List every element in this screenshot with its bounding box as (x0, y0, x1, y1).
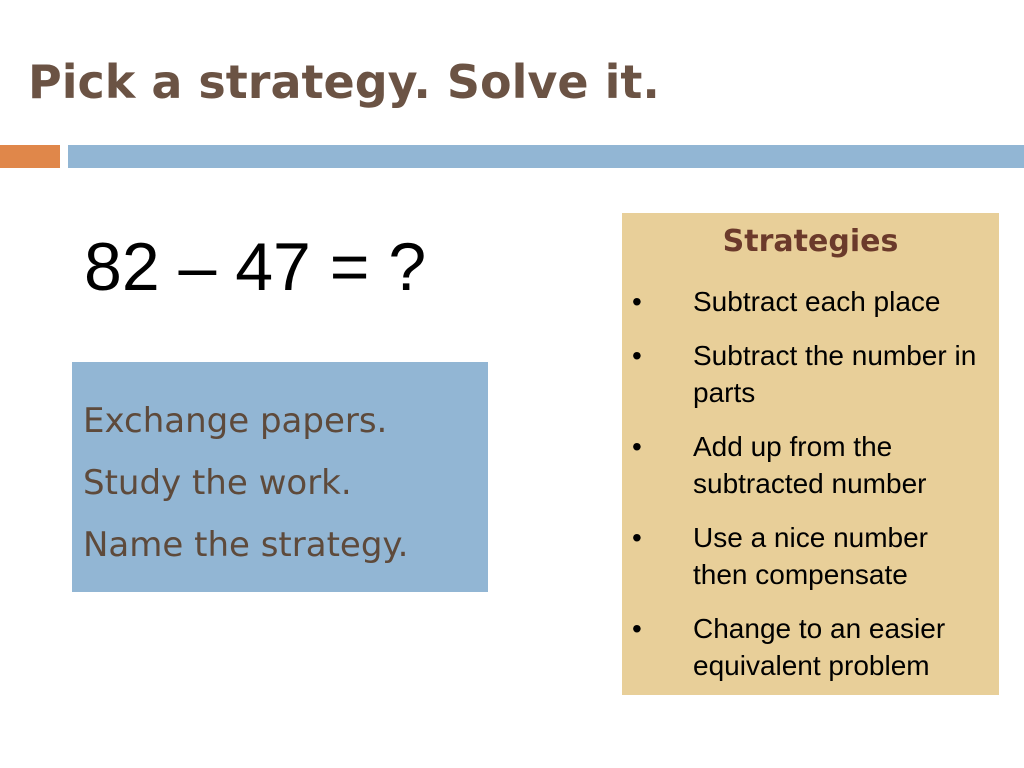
strategy-item (622, 283, 1024, 320)
slide-title: Pick a strategy. Solve it. (28, 55, 660, 109)
strategy-item (622, 428, 1024, 502)
strategy-item-text: Use a nice number then compensate (693, 522, 929, 590)
strategy-heading: Strategies (722, 224, 899, 259)
strategy-item-text: Change to an easier equivalent problem (693, 613, 946, 681)
strategy-item (622, 519, 1024, 593)
strategy-item-text: Add up from the subtracted number (693, 431, 927, 499)
instruction-line: Exchange papers. (83, 401, 388, 441)
bullet-icon: • (632, 613, 642, 644)
equation: 82 – 47 = ? (84, 229, 427, 305)
strategy-item (622, 337, 1024, 411)
instruction-box (72, 362, 488, 592)
strategy-list (622, 283, 1024, 701)
bullet-icon: • (632, 340, 642, 371)
strategy-item-text: Subtract the number in parts (693, 340, 977, 408)
strategy-item-text: Subtract each place (693, 286, 941, 317)
accent-bar-orange (0, 145, 60, 168)
instruction-line: Name the strategy. (83, 525, 409, 565)
strategy-item (622, 610, 1024, 684)
bullet-icon: • (632, 522, 642, 553)
bullet-icon: • (632, 286, 642, 317)
bullet-icon: • (632, 431, 642, 462)
accent-bar-blue (68, 145, 1024, 168)
instruction-line: Study the work. (83, 463, 352, 503)
